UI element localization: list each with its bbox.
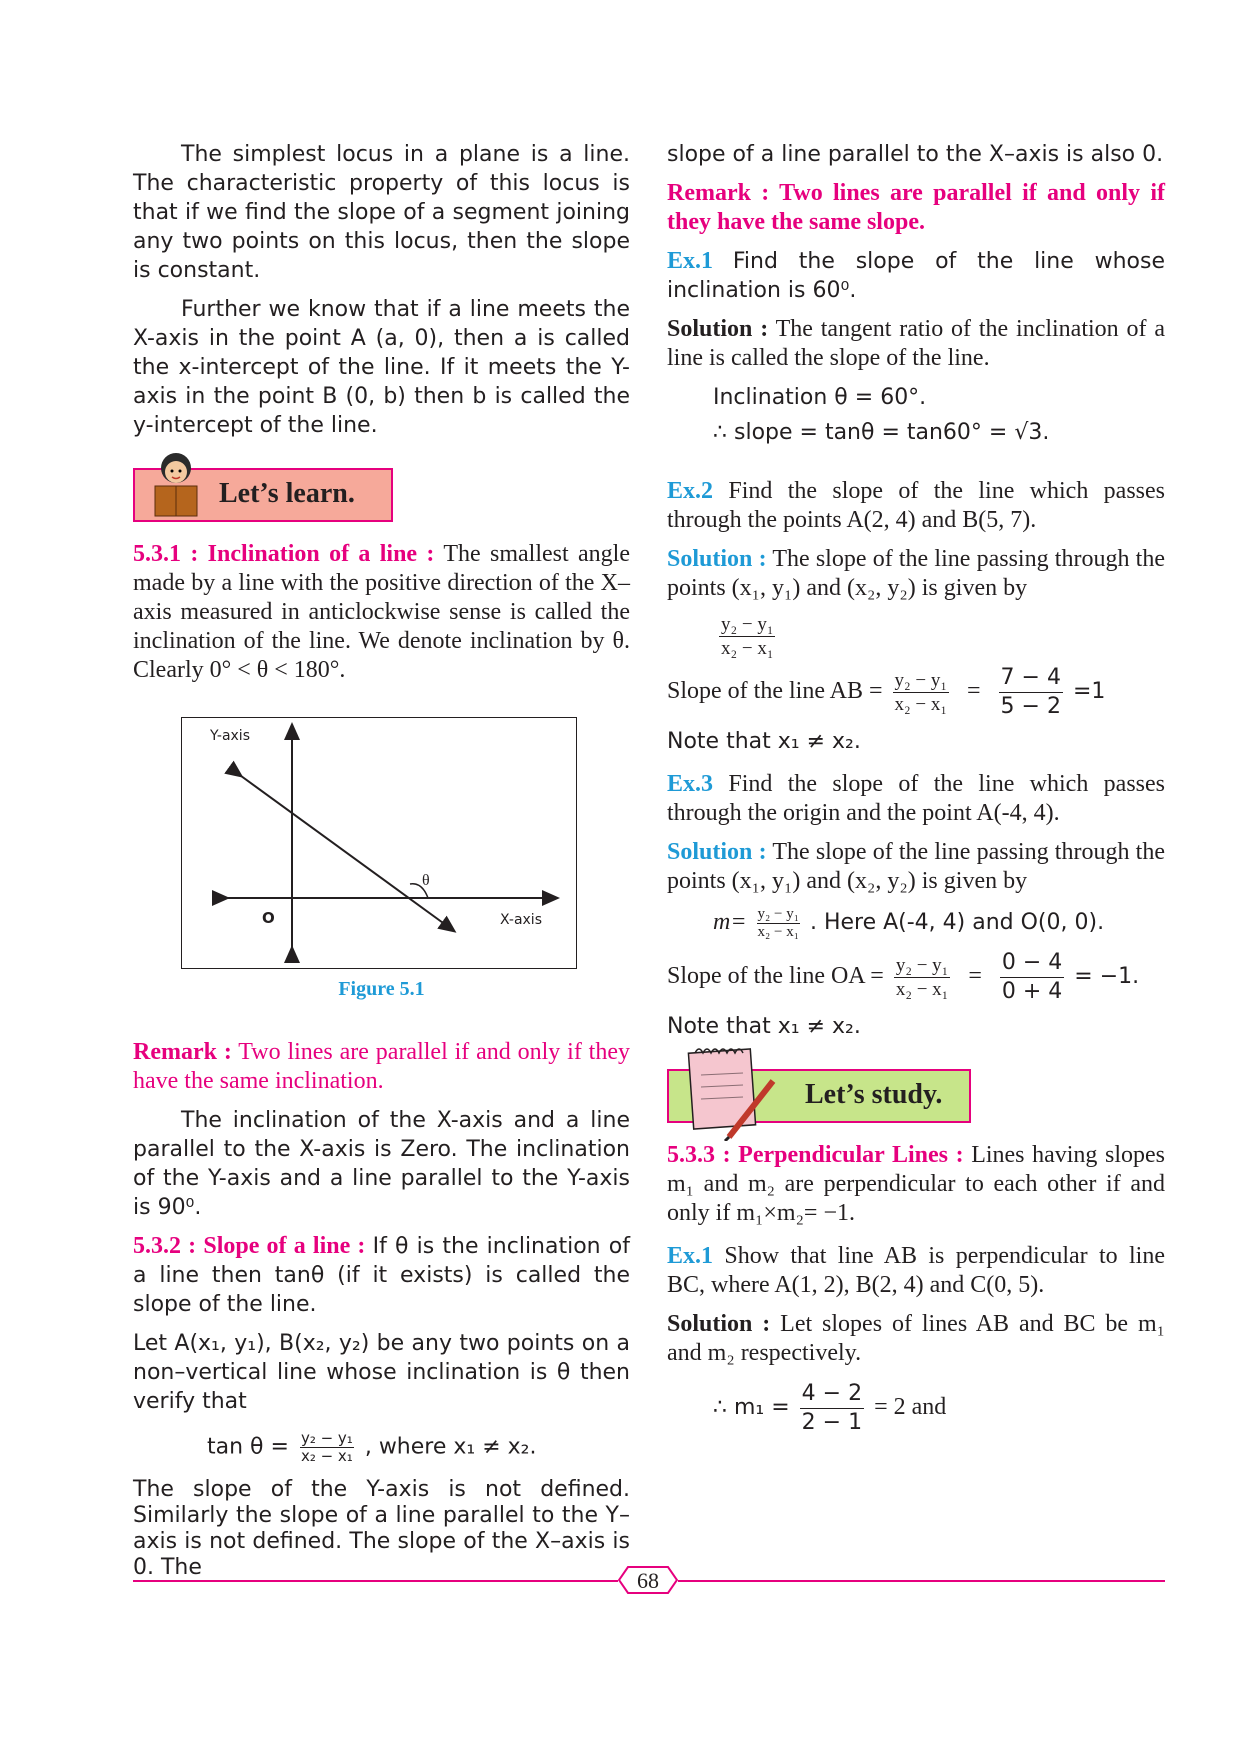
solution-1-text: The tangent ratio of the inclination of a line is called the slope of the line. bbox=[667, 316, 1165, 371]
solution-1-line-1: Inclination θ = 60°. bbox=[713, 385, 927, 410]
x-axis-label: X-axis bbox=[500, 912, 542, 928]
solution-3-label: Solution : bbox=[667, 839, 767, 865]
slope-ab-fraction-2 bbox=[999, 664, 1063, 721]
theta-label: θ bbox=[422, 872, 430, 889]
note-1: Note that x₁ ≠ x₂. bbox=[667, 729, 861, 754]
slope-oa-numerator-1: y₂ − y₁ bbox=[895, 955, 949, 976]
example-2-text: Find the slope of the line which passes through the points A(2, 4) and B(5, 7). bbox=[667, 478, 1165, 533]
m1-formula bbox=[713, 1380, 1165, 1437]
footer-rule-right bbox=[678, 1580, 1165, 1582]
right-column bbox=[667, 140, 1165, 1437]
example-2-label: Ex.2 bbox=[667, 478, 714, 504]
slope-oa-result: = −1. bbox=[1074, 964, 1140, 990]
m-formula-line bbox=[713, 906, 1165, 941]
remark-label: Remark : bbox=[133, 1039, 232, 1065]
figure-5-1 bbox=[181, 717, 577, 969]
section-533-text: Lines having slopes m₁ and m₂ are perpendicular to each other if and only if m₁×m₂= −1. bbox=[667, 1142, 1166, 1226]
notepad-pencil-icon bbox=[685, 1041, 785, 1141]
solution-4-label: Solution : bbox=[667, 1311, 771, 1337]
paragraph-x-axis-slope: slope of a line parallel to the X–axis is also 0. bbox=[667, 142, 1164, 167]
example-3-label: Ex.3 bbox=[667, 771, 714, 797]
section-531-heading: 5.3.1 : Inclination of a line : bbox=[133, 541, 435, 567]
remark-parallel-slope: Remark : Two lines are parallel if and only if they have the same slope. bbox=[667, 180, 1165, 235]
solution-4-text: Let slopes of lines AB and BC be m₁ and m₂ respectively. bbox=[667, 1311, 1166, 1366]
m1-lhs: ∴ m₁ = bbox=[713, 1395, 790, 1421]
slope-ab-denominator-2: 5 − 2 bbox=[1000, 694, 1061, 719]
paragraph-locus: The simplest locus in a plane is a line. The characteristic property of this locus is that if we find the slope of a segment joining any two points on this locus, then the slope is constant. bbox=[133, 142, 630, 283]
lets-learn-banner bbox=[133, 450, 630, 520]
slope-ab-lhs: Slope of the line AB = bbox=[667, 678, 883, 705]
slope-oa-denominator-1: x₂ − x₁ bbox=[895, 979, 949, 1000]
solution-3-text: The slope of the line passing through the points (x₁, y₁) and (x₂, y₂) is given by bbox=[667, 839, 1165, 894]
slope-ab-numerator-1: y₂ − y₁ bbox=[894, 670, 947, 691]
example-4-text: Show that line AB is perpendicular to line BC, where A(1, 2), B(2, 4) and C(0, 5). bbox=[667, 1243, 1166, 1298]
footer-rule-left bbox=[133, 1580, 618, 1582]
paragraph-undefined-slope: The slope of the Y-axis is not defined. Similarly the slope of a line parallel to the Y–axis is not defined. The slope of the X–axis is 0. The bbox=[133, 1477, 630, 1580]
slope-oa-denominator-2: 0 + 4 bbox=[1001, 979, 1063, 1004]
solution-1-label: Solution : bbox=[667, 316, 769, 342]
tan-formula bbox=[207, 1430, 630, 1465]
example-1-text: Find the slope of the line whose inclination is 60⁰. bbox=[667, 249, 1165, 303]
lets-learn-label: Let’s learn. bbox=[219, 478, 355, 509]
slope-oa-lhs: Slope of the line OA = bbox=[667, 963, 884, 990]
m-numerator: y₂ − y₁ bbox=[757, 906, 799, 922]
solution-1-line-2: ∴ slope = tanθ = tan60° = √3. bbox=[713, 420, 1050, 445]
example-4-label: Ex.1 bbox=[667, 1243, 714, 1269]
formula-lhs: tan θ = bbox=[207, 1434, 289, 1460]
m1-fraction bbox=[800, 1380, 864, 1437]
reading-girl-icon bbox=[141, 450, 211, 520]
m1-numerator: 4 − 2 bbox=[800, 1380, 864, 1409]
section-531-text: The smallest angle made by a line with the positive direction of the X–axis measured in anticlockwise sense is called the inclination of the line. We denote inclination by θ. Clearly 0° < θ < 180°. bbox=[133, 541, 630, 683]
m1-rhs: = 2 and bbox=[874, 1394, 947, 1421]
m-lhs: m= bbox=[713, 909, 747, 936]
section-532-text: If θ is the inclination of a line then tanθ (if it exists) is called the slope of the line. bbox=[133, 1234, 630, 1317]
formula-fraction bbox=[300, 1430, 354, 1465]
solution-2-text: The slope of the line passing through the points (x₁, y₁) and (x₂, y₂) is given by bbox=[667, 546, 1165, 601]
slope-oa-numerator-2: 0 − 4 bbox=[1000, 949, 1064, 978]
remark-text: Two lines are parallel if and only if they have the same inclination. bbox=[133, 1039, 630, 1094]
y-axis-label: Y-axis bbox=[210, 728, 250, 744]
slope-ab-numerator-2: 7 − 4 bbox=[999, 664, 1063, 693]
left-column bbox=[133, 140, 630, 1591]
slope-ab-result: =1 bbox=[1072, 679, 1106, 705]
general-denominator: x₂ − x₁ bbox=[721, 638, 774, 659]
m1-denominator: 2 − 1 bbox=[801, 1410, 863, 1435]
slope-oa-line: Slope of the line OA = $\frac{\text{y₂ − y₁}}{\text{x₂ − x₁}}$ = $\frac{0 - 4}{0 + 4}$ = −1. bbox=[667, 950, 1140, 1004]
origin-label: O bbox=[262, 909, 275, 927]
formula-denominator: x₂ − x₁ bbox=[300, 1447, 353, 1465]
m-here-text: . Here A(-4, 4) and O(0, 0). bbox=[809, 910, 1105, 936]
formula-numerator: y₂ − y₁ bbox=[300, 1429, 353, 1447]
figure-caption: Figure 5.1 bbox=[338, 978, 425, 1000]
m-denominator: x₂ − x₁ bbox=[757, 924, 799, 940]
paragraph-intercepts: Further we know that if a line meets the X-axis in the point A (a, 0), then a is called the x-intercept of the line. If it meets the Y-axis in the point B (0, b) then b is called the y-intercept of the line. bbox=[133, 297, 630, 438]
paragraph-verify: Let A(x₁, y₁), B(x₂, y₂) be any two points on a non–vertical line whose inclination is θ then verify that bbox=[133, 1331, 630, 1414]
slope-oa-fraction-2 bbox=[1000, 949, 1064, 1006]
section-533-heading: 5.3.3 : Perpendicular Lines : bbox=[667, 1142, 964, 1168]
page-number: 68 bbox=[637, 1568, 659, 1593]
slope-ab-denominator-1: x₂ − x₁ bbox=[894, 694, 947, 715]
lets-study-banner bbox=[667, 1051, 1165, 1121]
general-numerator: y₂ − y₁ bbox=[721, 614, 774, 635]
paragraph-inclination-axes: The inclination of the X-axis and a line parallel to the X-axis is Zero. The inclination of the Y-axis and a line parallel to the Y-axis is 90⁰. bbox=[133, 1108, 630, 1220]
general-slope-formula bbox=[715, 613, 1165, 660]
slope-oa-fraction-1 bbox=[894, 954, 950, 1001]
slope-ab-fraction-1 bbox=[893, 669, 949, 716]
section-532-heading: 5.3.2 : Slope of a line : bbox=[133, 1233, 366, 1259]
formula-rhs: , where x₁ ≠ x₂. bbox=[364, 1434, 537, 1460]
example-3-text: Find the slope of the line which passes through the origin and the point A(-4, 4). bbox=[667, 771, 1165, 826]
page-number-badge bbox=[618, 1566, 678, 1594]
general-fraction bbox=[719, 613, 775, 660]
slope-ab-line: Slope of the line AB = $\frac{\text{y₂ − y₁}}{\text{x₂ − x₁}}$ = $\frac{7 - 4}{5 - 2}$ =1 bbox=[667, 665, 1106, 719]
example-1-label: Ex.1 bbox=[667, 248, 714, 274]
m-fraction bbox=[757, 906, 800, 941]
solution-2-label: Solution : bbox=[667, 546, 767, 572]
note-2: Note that x₁ ≠ x₂. bbox=[667, 1014, 861, 1039]
lets-study-label: Let’s study. bbox=[805, 1079, 943, 1110]
